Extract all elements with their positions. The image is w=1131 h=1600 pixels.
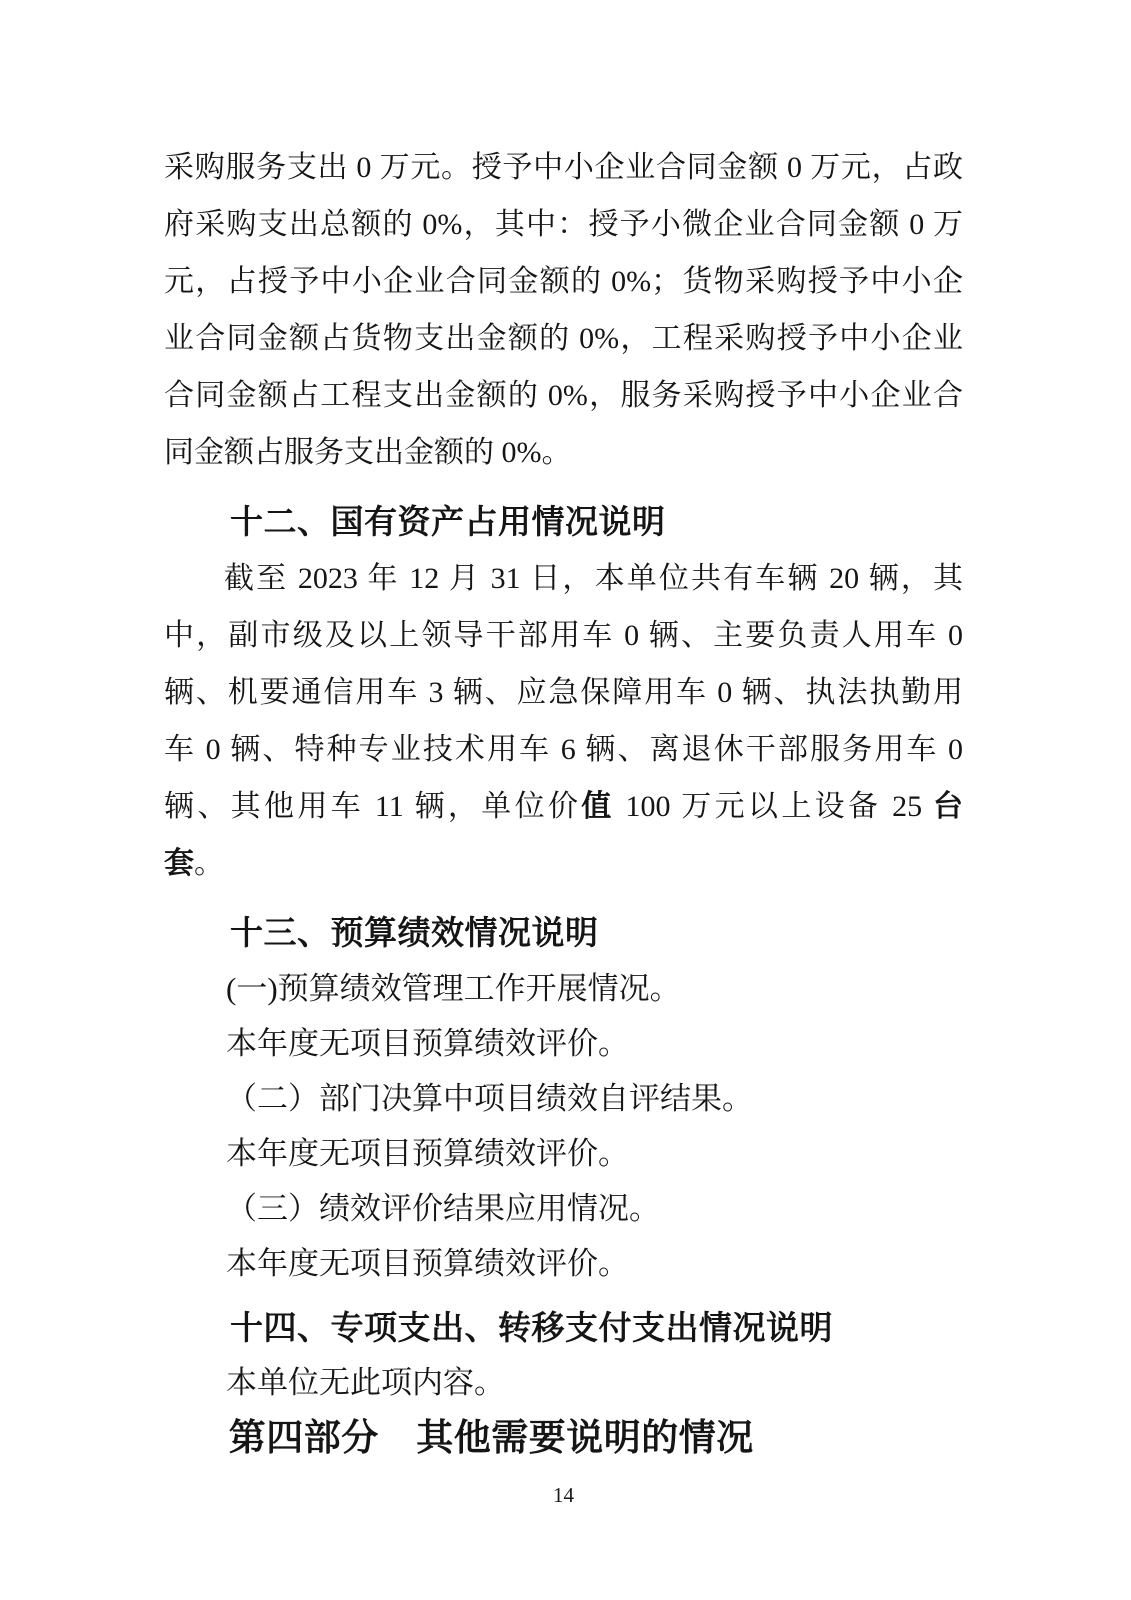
paragraph-line: 车 0 辆、特种专业技术用车 6 辆、离退休干部服务用车 0 (164, 733, 963, 766)
section-heading-13: 十三、预算绩效情况说明 (230, 914, 599, 951)
paragraph-text: 。 (194, 847, 224, 880)
section14-body: 本单位无此项内容。 (226, 1365, 505, 1400)
performance-section (164, 961, 963, 1291)
paragraph-line (164, 835, 963, 892)
paragraph-line: 同金额占服务支出金额的 0%。 (164, 436, 572, 469)
section-heading-14: 十四、专项支出、转移支付支出情况说明 (230, 1309, 833, 1346)
paragraph-line: 中，副市级及以上领导干部用车 0 辆、主要负责人用车 0 (164, 619, 963, 652)
performance-item: (一)预算绩效管理工作开展情况。 (226, 971, 681, 1006)
heiti-glyph: 值 (581, 790, 615, 823)
performance-item: （二）部门决算中项目绩效自评结果。 (226, 1081, 753, 1116)
paragraph-line: 合同金额占工程支出金额的 0%，服务采购授予中小企业合 (164, 379, 963, 412)
heiti-glyph: 套 (164, 847, 194, 880)
performance-note: 本年度无项目预算绩效评价。 (226, 1026, 629, 1061)
paragraph-line (164, 778, 963, 835)
section-heading-12: 十二、国有资产占用情况说明 (230, 503, 666, 540)
paragraph-text: 辆、其他用车 11 辆，单位价 (164, 790, 582, 823)
paragraph-line: 业合同金额占货物支出金额的 0%，工程采购授予中小企业 (164, 322, 963, 355)
procurement-paragraph (164, 139, 963, 481)
paragraph-line: 府采购支出总额的 0%，其中：授予小微企业合同金额 0 万 (164, 208, 963, 241)
performance-note: 本年度无项目预算绩效评价。 (226, 1136, 629, 1171)
part4-heading: 第四部分 其他需要说明的情况 (228, 1417, 754, 1458)
page-number: 14 (553, 1483, 574, 1507)
performance-item: （三）绩效评价结果应用情况。 (226, 1191, 660, 1226)
performance-note: 本年度无项目预算绩效评价。 (226, 1246, 629, 1281)
paragraph-line: 元，占授予中小企业合同金额的 0%；货物采购授予中小企 (164, 265, 963, 298)
asset-paragraph (164, 550, 963, 892)
heiti-glyph: 台 (933, 790, 964, 823)
paragraph-line: 辆、机要通信用车 3 辆、应急保障用车 0 辆、执法执勤用 (164, 676, 963, 709)
paragraph-line: 截至 2023 年 12 月 31 日，本单位共有车辆 20 辆，其 (224, 562, 963, 595)
paragraph-line: 采购服务支出 0 万元。授予中小企业合同金额 0 万元，占政 (164, 151, 963, 184)
paragraph-text: 100 万元以上设备 25 (614, 790, 934, 823)
